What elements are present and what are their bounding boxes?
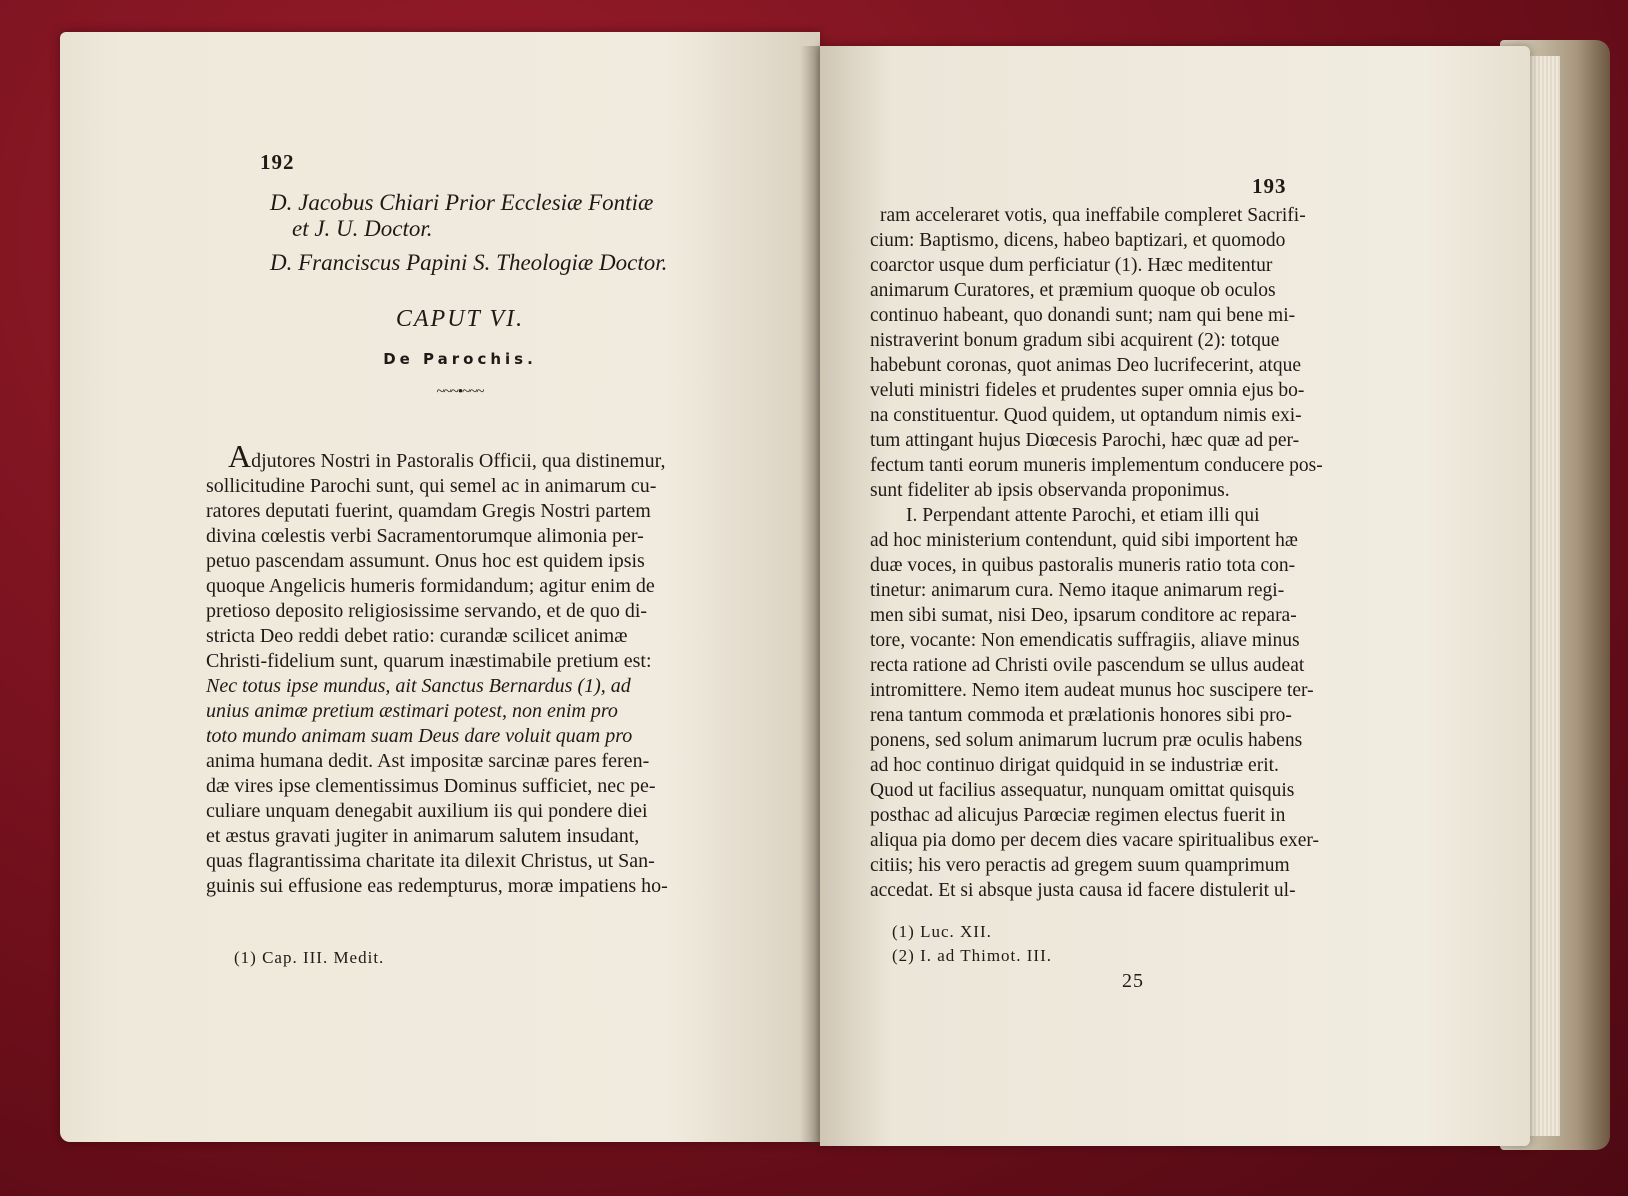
- body-line: recta ratione ad Christi ovile pascendum se ullus audeat: [870, 655, 1305, 676]
- body-line: sollicitudine Parochi sunt, qui semel ac in animarum cu-: [206, 475, 657, 497]
- body-line: sunt fideliter ab ipsis observanda proponimus.: [870, 480, 1230, 501]
- right-footnote-1: (1) Luc. XII.: [892, 922, 992, 941]
- body-line: I. Perpendant attente Parochi, et etiam illi qui: [906, 505, 1260, 526]
- right-page: [820, 46, 1530, 1146]
- signatory-line-2: et J. U. Doctor.: [292, 216, 433, 241]
- drop-cap: A: [228, 438, 252, 474]
- ornament-divider: ~~~•~~~: [436, 384, 484, 400]
- body-line: guinis sui effusione eas redempturus, moræ impatiens ho-: [206, 875, 668, 897]
- body-line: citiis; his vero peractis ad gregem suum quamprimum: [870, 855, 1290, 876]
- body-line: na constituentur. Quod quidem, ut optandum nimis exi-: [870, 405, 1302, 426]
- signatory-line-3: D. Franciscus Papini S. Theologiæ Doctor.: [270, 250, 668, 275]
- body-line: ram acceleraret votis, qua ineffabile compleret Sacrifi-: [880, 205, 1306, 226]
- body-line: stricta Deo reddi debet ratio: curandæ scilicet animæ: [206, 625, 628, 647]
- body-line: quas flagrantissima charitate ita dilexit Christus, ut San-: [206, 850, 655, 872]
- signatory-line-1: D. Jacobus Chiari Prior Ecclesiæ Fontiæ: [270, 190, 654, 215]
- body-line: anima humana dedit. Ast impositæ sarcinæ pares feren-: [206, 750, 650, 772]
- body-line: continuo habeant, quo donandi sunt; nam qui bene mi-: [870, 305, 1296, 326]
- open-book: [30, 16, 1590, 1186]
- body-line: cium: Baptismo, dicens, habeo baptizari, et quomodo: [870, 230, 1286, 251]
- body-line: posthac ad alicujus Parœciæ regimen electus fuerit in: [870, 805, 1286, 826]
- body-line: fectum tanti eorum muneris implementum conducere pos-: [870, 455, 1323, 476]
- left-page-number: 192: [260, 150, 295, 174]
- chapter-title: CAPUT VI.: [395, 306, 525, 332]
- body-line: intromittere. Nemo item audeat munus hoc suscipere ter-: [870, 680, 1314, 701]
- body-line: petuo pascendam assumunt. Onus hoc est quidem ipsis: [206, 550, 645, 572]
- body-line: animarum Curatores, et præmium quoque ob oculos: [870, 280, 1276, 301]
- body-line: tinetur: animarum cura. Nemo itaque animarum regi-: [870, 580, 1285, 601]
- body-line: duæ voces, in quibus pastoralis muneris ratio tota con-: [870, 555, 1296, 576]
- body-first-line: [228, 440, 665, 472]
- body-line: ad hoc ministerium contendunt, quid sibi importent hæ: [870, 530, 1298, 551]
- body-line: coarctor usque dum perficiatur (1). Hæc meditentur: [870, 255, 1273, 276]
- first-line-text: djutores Nostri in Pastoralis Officii, qua distinemur,: [251, 450, 666, 472]
- body-line: ad hoc continuo dirigat quidquid in se industriæ erit.: [870, 755, 1279, 776]
- body-line: Quod ut facilius assequatur, nunquam omittat quisquis: [870, 780, 1295, 801]
- signature-mark: 25: [1122, 970, 1144, 992]
- chapter-subtitle: De Parochis.: [383, 350, 537, 368]
- body-line: quoque Angelicis humeris formidandum; agitur enim de: [206, 575, 655, 597]
- body-line: Christi-fidelium sunt, quarum inæstimabile pretium est:: [206, 650, 652, 672]
- body-line: culiare unquam denegabit auxilium iis qui pondere diei: [206, 800, 648, 822]
- left-page: [60, 32, 820, 1142]
- body-line: dæ vires ipse clementissimus Dominus sufficiet, nec pe-: [206, 775, 656, 797]
- body-line: Nec totus ipse mundus, ait Sanctus Bernardus (1), ad: [206, 675, 631, 697]
- body-line: toto mundo animam suam Deus dare voluit quam pro: [206, 725, 633, 747]
- body-line: rena tantum commoda et prælationis honores sibi pro-: [870, 705, 1292, 726]
- body-line: accedat. Et si absque justa causa id facere distulerit ul-: [870, 880, 1296, 901]
- body-line: ratores deputati fuerint, quamdam Gregis Nostri partem: [206, 500, 651, 522]
- body-line: pretioso deposito religiosissime servando, et de quo di-: [206, 600, 648, 622]
- body-line: divina cœlestis verbi Sacramentorumque alimonia per-: [206, 525, 644, 547]
- body-line: unius animæ pretium æstimari potest, non enim pro: [206, 700, 618, 722]
- left-footnote: (1) Cap. III. Medit.: [234, 948, 385, 967]
- body-line: tum attingant hujus Diœcesis Parochi, hæc quæ ad per-: [870, 430, 1300, 451]
- body-line: habebunt coronas, quot animas Deo lucrifecerint, atque: [870, 355, 1302, 376]
- right-footnote-2: (2) I. ad Thimot. III.: [892, 946, 1053, 965]
- body-line: tore, vocante: Non emendicatis suffragiis, aliave minus: [870, 630, 1300, 651]
- body-line: et æstus gravati jugiter in animarum salutem insudant,: [206, 825, 640, 847]
- body-line: veluti ministri fideles et prudentes super omnia ejus bo-: [870, 380, 1305, 401]
- body-line: ponens, sed solum animarum lucrum præ oculis habens: [870, 730, 1303, 751]
- body-line: nistraverint bonum gradum sibi acquirent (2): totque: [870, 330, 1280, 351]
- right-page-number: 193: [1252, 174, 1287, 198]
- body-line: men sibi sumat, nisi Deo, ipsarum conditore ac repara-: [870, 605, 1297, 626]
- body-line: aliqua pia domo per decem dies vacare spiritualibus exer-: [870, 830, 1320, 851]
